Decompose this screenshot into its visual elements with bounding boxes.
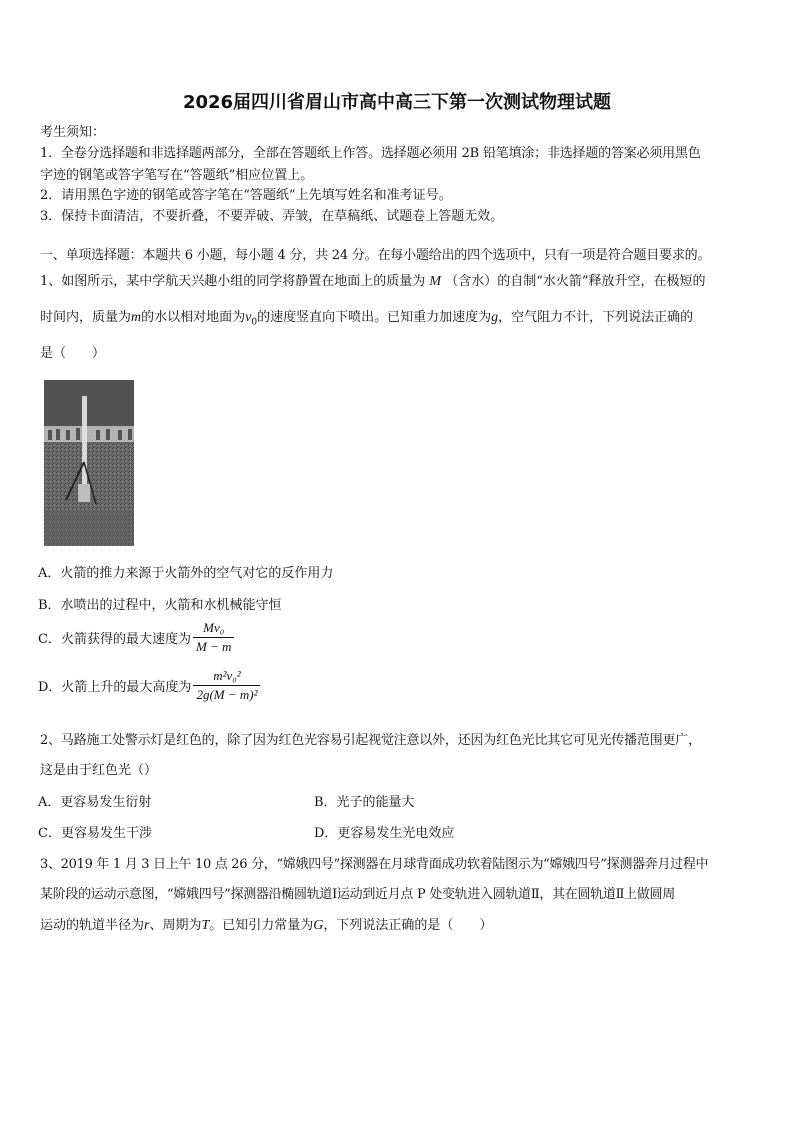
section-heading: 一、单项选择题：本题共 6 小题，每小题 4 分，共 24 分。在每小题给出的四个选项中，只有一项是符合题目要求的。	[40, 248, 711, 263]
notice-line-2: 2．请用黑色字迹的钢笔或答字笔在“答题纸”上先填写姓名和准考证号。	[40, 188, 452, 203]
symbol-r: r	[144, 918, 150, 933]
q1-text: （含水）的自制“水火箭”释放升空，在极短的	[445, 274, 706, 289]
fraction-numerator: m²v₀²	[193, 668, 260, 686]
q1-option-a: A．火箭的推力来源于火箭外的空气对它的反作用力	[38, 566, 334, 581]
q1-text: 1、如图所示，某中学航天兴趣小组的同学将静置在地面上的质量为	[40, 274, 426, 289]
symbol-v: v	[245, 310, 252, 325]
subscript-0: 0	[251, 317, 258, 328]
max-velocity-fraction	[193, 620, 235, 655]
q1-line-2	[40, 306, 693, 328]
max-height-fraction	[193, 668, 260, 703]
symbol-M: M	[429, 274, 442, 289]
q3-text: 、周期为	[149, 918, 202, 933]
exam-title: 2026届四川省眉山市高中高三下第一次测试物理试题	[182, 92, 612, 113]
q3-text: ，下列说法正确的是（ ）	[323, 918, 493, 933]
q3-text: 。已知引力常量为	[209, 918, 314, 933]
q2-option-b: B．光子的能量大	[314, 795, 415, 810]
q2-option-c: C．更容易发生干涉	[38, 826, 152, 841]
q1-text: 时间内，质量为	[40, 310, 132, 325]
q2-line-1: 2、马路施工处警示灯是红色的，除了因为红色光容易引起视觉注意以外，还因为红色光比其它可见光传播范围更广，	[40, 733, 701, 748]
notice-heading: 考生须知：	[40, 125, 106, 140]
q1-option-d	[38, 668, 260, 703]
symbol-m: m	[131, 310, 142, 325]
option-d-text: D．火箭上升的最大高度为	[38, 680, 192, 695]
water-rocket-photo	[44, 380, 134, 546]
q1-line-1	[40, 270, 706, 290]
q3-line-1: 3、2019 年 1 月 3 日上午 10 点 26 分，“嫦娥四号”探测器在月球背面成功软着陆图示为“嫦娥四号”探测器奔月过程中	[40, 857, 709, 872]
q2-option-a: A．更容易发生衍射	[38, 795, 152, 810]
q1-line-3: 是（ ）	[40, 346, 106, 361]
option-c-text: C．火箭获得的最大速度为	[38, 632, 191, 647]
q1-text: 的速度竖直向下喷出。已知重力加速度为	[257, 310, 492, 325]
q1-text: 的水以相对地面为	[141, 310, 246, 325]
fraction-numerator: Mv₀	[193, 620, 235, 638]
notice-line-3: 3．保持卡面清洁，不要折叠，不要弄破、弄皱，在草稿纸、试题卷上答题无效。	[40, 209, 504, 224]
q3-line-3	[40, 914, 492, 934]
q1-option-c	[38, 620, 234, 655]
symbol-g: g	[491, 310, 499, 325]
symbol-T: T	[201, 918, 210, 933]
q3-line-2: 某阶段的运动示意图，“嫦娥四号”探测器沿椭圆轨道Ⅰ运动到近月点 P 处变轨进入圆轨道Ⅱ，其在圆轨道Ⅱ上做圆周	[40, 887, 675, 902]
fraction-denominator: M − m	[195, 639, 232, 654]
notice-line-1: 1．全卷分选择题和非选择题两部分，全部在答题纸上作答。选择题必须用 2B 铅笔填涂；非选择题的答案必须用黑色	[40, 146, 701, 161]
notice-line-1-cont: 字迹的钢笔或答字笔写在“答题纸”相应位置上。	[40, 168, 314, 183]
q2-option-d: D．更容易发生光电效应	[314, 826, 455, 841]
q1-option-b: B．水喷出的过程中，火箭和水机械能守恒	[38, 598, 282, 613]
q2-line-2: 这是由于红色光（）	[40, 763, 158, 778]
fraction-denominator: 2g(M − m)²	[196, 687, 258, 702]
symbol-G: G	[313, 918, 324, 933]
q1-text: ，空气阻力不计，下列说法正确的	[498, 310, 694, 325]
q3-text: 运动的轨道半径为	[40, 918, 145, 933]
